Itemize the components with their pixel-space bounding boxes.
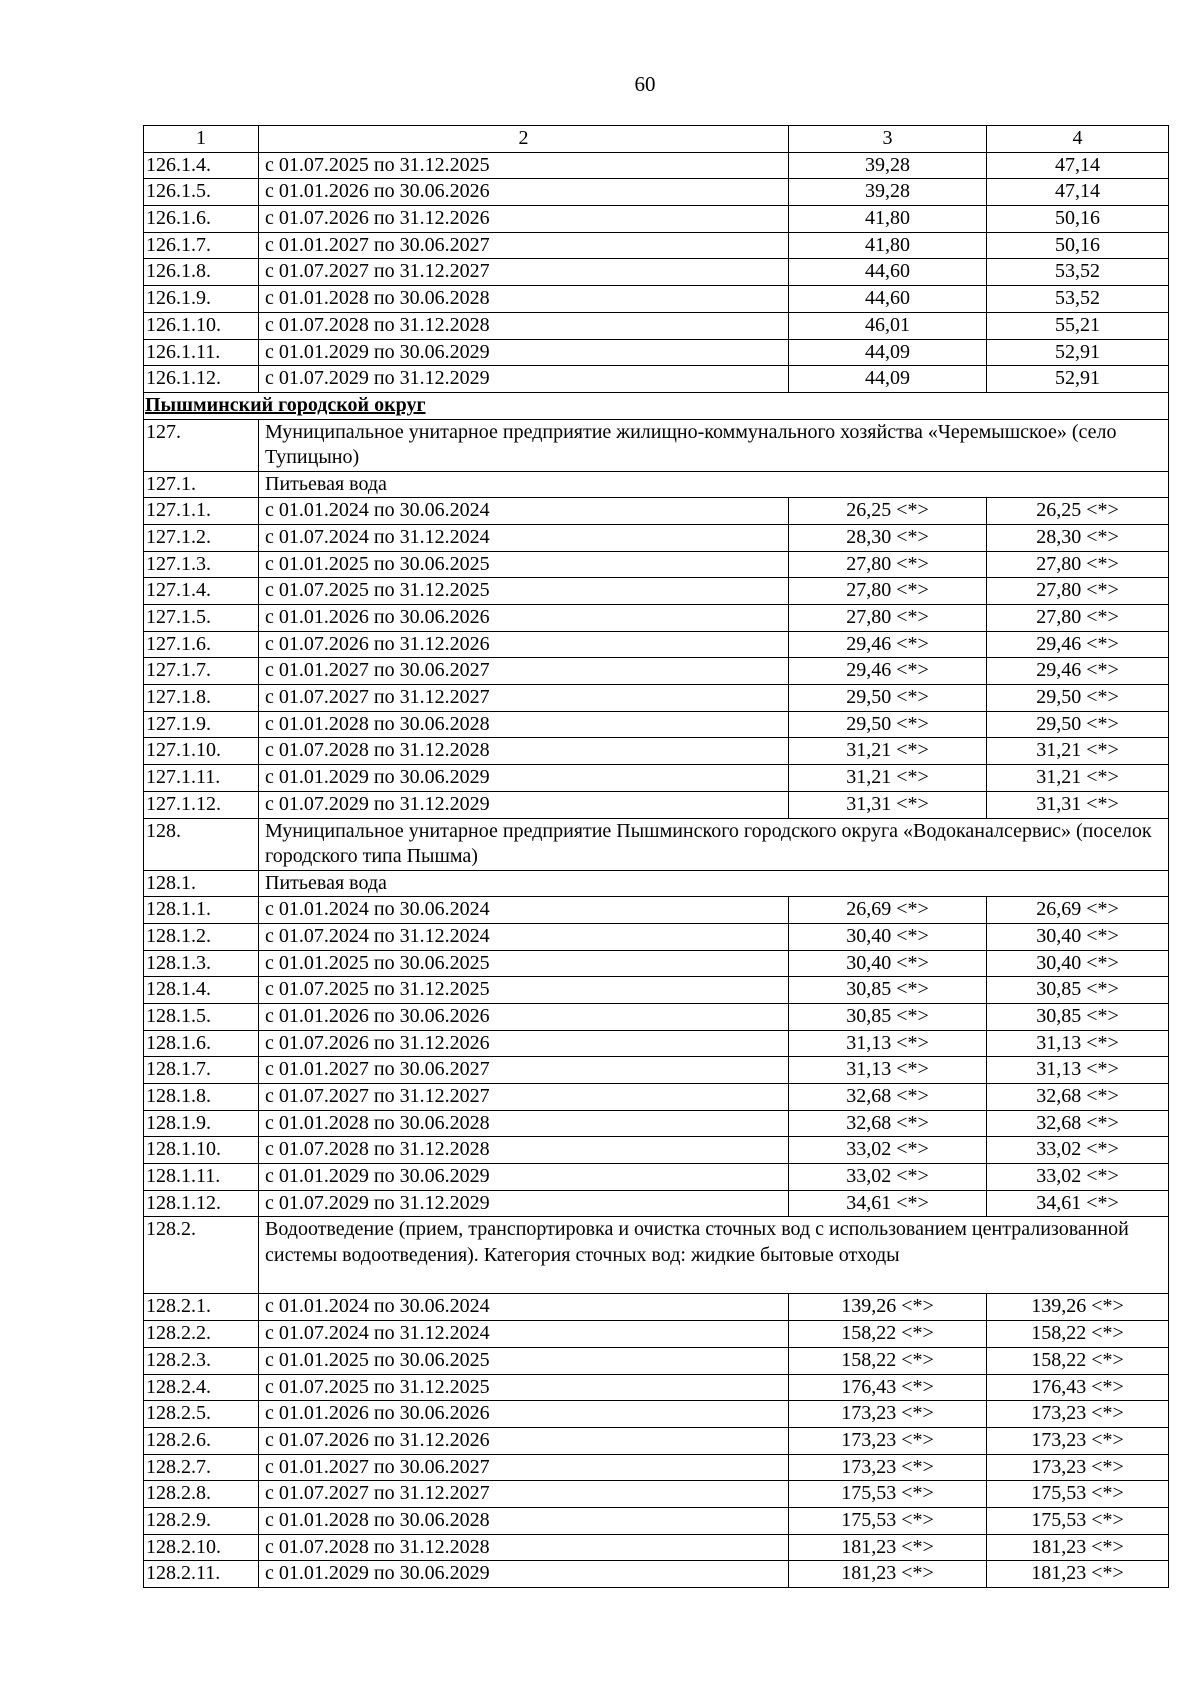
rows-128-2 xyxy=(144,1294,1169,1588)
row-value-col3: 34,61 <*> xyxy=(789,1190,987,1217)
row-value-col3: 175,53 <*> xyxy=(789,1481,987,1508)
row-code: 126.1.6. xyxy=(144,206,259,233)
row-period: с 01.07.2025 по 31.12.2025 xyxy=(259,578,789,605)
row-value-col4: 27,80 <*> xyxy=(987,605,1169,632)
service-row xyxy=(144,870,1169,897)
row-code: 127.1.9. xyxy=(144,711,259,738)
row-period: с 01.07.2027 по 31.12.2027 xyxy=(259,1084,789,1111)
row-value-col3: 173,23 <*> xyxy=(789,1401,987,1428)
row-period: с 01.07.2026 по 31.12.2026 xyxy=(259,631,789,658)
row-period: с 01.07.2025 по 31.12.2025 xyxy=(259,977,789,1004)
row-code: 126.1.4. xyxy=(144,152,259,179)
row-period: с 01.01.2029 по 30.06.2029 xyxy=(259,765,789,792)
row-code: 128.1.4. xyxy=(144,977,259,1004)
row-code: 128.2.11. xyxy=(144,1561,259,1588)
row-period: с 01.01.2029 по 30.06.2029 xyxy=(259,339,789,366)
service-name: Водоотведение (прием, транспортировка и очистка сточных вод с использованием централизованной системы водоотведения). Категория сточных вод: жидкие бытовые отходы xyxy=(259,1217,1169,1294)
table-row xyxy=(144,1427,1169,1454)
row-code: 127.1.12. xyxy=(144,791,259,818)
row-period: с 01.01.2027 по 30.06.2027 xyxy=(259,658,789,685)
row-code: 127.1.2. xyxy=(144,524,259,551)
header-cell: 1 xyxy=(144,126,259,153)
header-cell: 2 xyxy=(259,126,789,153)
row-code: 126.1.11. xyxy=(144,339,259,366)
row-period: с 01.01.2028 по 30.06.2028 xyxy=(259,711,789,738)
row-value-col4: 139,26 <*> xyxy=(987,1294,1169,1321)
row-value-col3: 27,80 <*> xyxy=(789,605,987,632)
row-code: 128.2.1. xyxy=(144,1294,259,1321)
row-value-col4: 32,68 <*> xyxy=(987,1110,1169,1137)
row-value-col3: 44,09 xyxy=(789,366,987,393)
row-value-col3: 41,80 xyxy=(789,206,987,233)
row-period: с 01.01.2025 по 30.06.2025 xyxy=(259,1347,789,1374)
table-row xyxy=(144,765,1169,792)
row-value-col3: 46,01 xyxy=(789,312,987,339)
row-code: 128.1.3. xyxy=(144,950,259,977)
row-period: с 01.01.2026 по 30.06.2026 xyxy=(259,179,789,206)
table-row xyxy=(144,152,1169,179)
table-row xyxy=(144,551,1169,578)
row-code: 127.1.10. xyxy=(144,738,259,765)
table-row xyxy=(144,923,1169,950)
row-value-col4: 27,80 <*> xyxy=(987,551,1169,578)
row-code: 127.1.8. xyxy=(144,685,259,712)
table-row xyxy=(144,1561,1169,1588)
table-row xyxy=(144,206,1169,233)
row-period: с 01.01.2024 по 30.06.2024 xyxy=(259,1294,789,1321)
district-title: Пышминский городской округ xyxy=(144,392,1169,419)
row-value-col4: 31,31 <*> xyxy=(987,791,1169,818)
row-value-col4: 26,69 <*> xyxy=(987,897,1169,924)
row-code: 128.2.5. xyxy=(144,1401,259,1428)
row-value-col4: 30,40 <*> xyxy=(987,923,1169,950)
row-code: 128.1.11. xyxy=(144,1164,259,1191)
rows-127-1 xyxy=(144,498,1169,818)
table-row xyxy=(144,685,1169,712)
table-row xyxy=(144,711,1169,738)
table-row xyxy=(144,1374,1169,1401)
row-period: с 01.01.2028 по 30.06.2028 xyxy=(259,286,789,313)
row-period: с 01.01.2027 по 30.06.2027 xyxy=(259,1057,789,1084)
table-row xyxy=(144,498,1169,525)
row-value-col3: 30,40 <*> xyxy=(789,950,987,977)
row-value-col4: 181,23 <*> xyxy=(987,1561,1169,1588)
table-row xyxy=(144,658,1169,685)
row-period: с 01.07.2028 по 31.12.2028 xyxy=(259,1137,789,1164)
row-value-col3: 175,53 <*> xyxy=(789,1507,987,1534)
service-code: 128.2. xyxy=(144,1217,259,1294)
header-cell: 4 xyxy=(987,126,1169,153)
row-period: с 01.07.2029 по 31.12.2029 xyxy=(259,366,789,393)
table-row xyxy=(144,1294,1169,1321)
row-period: с 01.07.2025 по 31.12.2025 xyxy=(259,152,789,179)
row-value-col4: 47,14 xyxy=(987,179,1169,206)
row-period: с 01.01.2027 по 30.06.2027 xyxy=(259,1454,789,1481)
row-period: с 01.01.2026 по 30.06.2026 xyxy=(259,1003,789,1030)
row-code: 128.1.9. xyxy=(144,1110,259,1137)
row-period: с 01.07.2026 по 31.12.2026 xyxy=(259,1030,789,1057)
row-code: 128.2.6. xyxy=(144,1427,259,1454)
table-row xyxy=(144,791,1169,818)
table-row xyxy=(144,1401,1169,1428)
row-value-col4: 26,25 <*> xyxy=(987,498,1169,525)
row-value-col4: 29,50 <*> xyxy=(987,685,1169,712)
row-code: 126.1.7. xyxy=(144,232,259,259)
row-code: 128.2.7. xyxy=(144,1454,259,1481)
row-code: 128.2.10. xyxy=(144,1534,259,1561)
row-value-col3: 31,21 <*> xyxy=(789,765,987,792)
table-row xyxy=(144,1481,1169,1508)
row-code: 128.2.9. xyxy=(144,1507,259,1534)
rows-128-1 xyxy=(144,897,1169,1217)
row-value-col4: 53,52 xyxy=(987,259,1169,286)
row-value-col3: 31,13 <*> xyxy=(789,1057,987,1084)
row-value-col3: 29,50 <*> xyxy=(789,685,987,712)
row-code: 126.1.5. xyxy=(144,179,259,206)
row-code: 128.2.3. xyxy=(144,1347,259,1374)
service-code: 127.1. xyxy=(144,471,259,498)
row-period: с 01.01.2029 по 30.06.2029 xyxy=(259,1561,789,1588)
row-value-col4: 47,14 xyxy=(987,152,1169,179)
table-row xyxy=(144,286,1169,313)
row-value-col3: 31,31 <*> xyxy=(789,791,987,818)
row-value-col3: 44,60 xyxy=(789,286,987,313)
row-value-col3: 181,23 <*> xyxy=(789,1534,987,1561)
row-code: 126.1.8. xyxy=(144,259,259,286)
row-value-col3: 44,60 xyxy=(789,259,987,286)
row-code: 126.1.9. xyxy=(144,286,259,313)
row-value-col4: 173,23 <*> xyxy=(987,1427,1169,1454)
org-row xyxy=(144,419,1169,471)
row-value-col3: 28,30 <*> xyxy=(789,524,987,551)
service-row xyxy=(144,471,1169,498)
row-value-col3: 39,28 xyxy=(789,152,987,179)
table-row xyxy=(144,339,1169,366)
org-code: 127. xyxy=(144,419,259,471)
row-value-col3: 181,23 <*> xyxy=(789,1561,987,1588)
row-value-col3: 176,43 <*> xyxy=(789,1374,987,1401)
row-code: 127.1.3. xyxy=(144,551,259,578)
row-period: с 01.07.2025 по 31.12.2025 xyxy=(259,1374,789,1401)
row-period: с 01.01.2025 по 30.06.2025 xyxy=(259,950,789,977)
table-row xyxy=(144,1164,1169,1191)
table-row xyxy=(144,524,1169,551)
row-value-col4: 30,40 <*> xyxy=(987,950,1169,977)
row-value-col3: 32,68 <*> xyxy=(789,1110,987,1137)
row-code: 128.2.2. xyxy=(144,1321,259,1348)
tariff-table xyxy=(143,125,1169,1588)
table-row xyxy=(144,1137,1169,1164)
row-code: 128.2.8. xyxy=(144,1481,259,1508)
row-code: 128.1.12. xyxy=(144,1190,259,1217)
row-code: 127.1.11. xyxy=(144,765,259,792)
org-name: Муниципальное унитарное предприятие Пышминского городского округа «Водоканалсервис» (поселок городского типа Пышма) xyxy=(259,818,1169,870)
table-row xyxy=(144,977,1169,1004)
row-value-col4: 158,22 <*> xyxy=(987,1347,1169,1374)
table-row xyxy=(144,259,1169,286)
table-row xyxy=(144,1347,1169,1374)
service-name: Питьевая вода xyxy=(259,471,1169,498)
row-value-col4: 29,50 <*> xyxy=(987,711,1169,738)
row-value-col3: 29,50 <*> xyxy=(789,711,987,738)
row-code: 127.1.5. xyxy=(144,605,259,632)
row-period: с 01.01.2025 по 30.06.2025 xyxy=(259,551,789,578)
row-value-col3: 173,23 <*> xyxy=(789,1454,987,1481)
header-row xyxy=(144,126,1169,153)
row-value-col3: 39,28 xyxy=(789,179,987,206)
row-period: с 01.07.2026 по 31.12.2026 xyxy=(259,1427,789,1454)
table-row xyxy=(144,1084,1169,1111)
row-value-col4: 158,22 <*> xyxy=(987,1321,1169,1348)
row-period: с 01.07.2027 по 31.12.2027 xyxy=(259,1481,789,1508)
row-value-col3: 158,22 <*> xyxy=(789,1321,987,1348)
page-number: 60 xyxy=(634,72,656,96)
table-row xyxy=(144,578,1169,605)
row-value-col4: 175,53 <*> xyxy=(987,1507,1169,1534)
row-value-col4: 173,23 <*> xyxy=(987,1401,1169,1428)
table-row xyxy=(144,897,1169,924)
row-value-col4: 28,30 <*> xyxy=(987,524,1169,551)
row-value-col3: 31,13 <*> xyxy=(789,1030,987,1057)
row-code: 127.1.1. xyxy=(144,498,259,525)
row-code: 126.1.10. xyxy=(144,312,259,339)
table-row xyxy=(144,738,1169,765)
row-value-col3: 29,46 <*> xyxy=(789,658,987,685)
service-code: 128.1. xyxy=(144,870,259,897)
org-row xyxy=(144,818,1169,870)
row-period: с 01.01.2028 по 30.06.2028 xyxy=(259,1507,789,1534)
row-value-col4: 31,13 <*> xyxy=(987,1030,1169,1057)
row-value-col4: 173,23 <*> xyxy=(987,1454,1169,1481)
row-value-col4: 31,13 <*> xyxy=(987,1057,1169,1084)
row-value-col4: 27,80 <*> xyxy=(987,578,1169,605)
row-value-col3: 29,46 <*> xyxy=(789,631,987,658)
row-value-col4: 52,91 xyxy=(987,339,1169,366)
row-period: с 01.07.2024 по 31.12.2024 xyxy=(259,923,789,950)
row-value-col4: 30,85 <*> xyxy=(987,977,1169,1004)
service-row xyxy=(144,1217,1169,1294)
table-row xyxy=(144,1030,1169,1057)
row-code: 128.1.5. xyxy=(144,1003,259,1030)
rows-126 xyxy=(144,152,1169,392)
row-value-col3: 26,69 <*> xyxy=(789,897,987,924)
row-period: с 01.01.2024 по 30.06.2024 xyxy=(259,897,789,924)
row-value-col3: 30,40 <*> xyxy=(789,923,987,950)
row-value-col4: 29,46 <*> xyxy=(987,658,1169,685)
table-row xyxy=(144,1507,1169,1534)
row-code: 128.2.4. xyxy=(144,1374,259,1401)
row-code: 128.1.1. xyxy=(144,897,259,924)
row-period: с 01.07.2028 по 31.12.2028 xyxy=(259,1534,789,1561)
table-row xyxy=(144,950,1169,977)
row-period: с 01.07.2028 по 31.12.2028 xyxy=(259,312,789,339)
row-value-col3: 173,23 <*> xyxy=(789,1427,987,1454)
table-row xyxy=(144,312,1169,339)
row-value-col3: 31,21 <*> xyxy=(789,738,987,765)
row-value-col4: 181,23 <*> xyxy=(987,1534,1169,1561)
row-value-col3: 30,85 <*> xyxy=(789,977,987,1004)
org-code: 128. xyxy=(144,818,259,870)
row-code: 127.1.7. xyxy=(144,658,259,685)
row-value-col3: 30,85 <*> xyxy=(789,1003,987,1030)
row-period: с 01.01.2024 по 30.06.2024 xyxy=(259,498,789,525)
row-value-col3: 33,02 <*> xyxy=(789,1137,987,1164)
table-row xyxy=(144,1454,1169,1481)
row-value-col3: 44,09 xyxy=(789,339,987,366)
row-value-col4: 33,02 <*> xyxy=(987,1164,1169,1191)
table-row xyxy=(144,179,1169,206)
row-period: с 01.07.2027 по 31.12.2027 xyxy=(259,259,789,286)
row-period: с 01.01.2029 по 30.06.2029 xyxy=(259,1164,789,1191)
row-value-col4: 29,46 <*> xyxy=(987,631,1169,658)
row-value-col3: 158,22 <*> xyxy=(789,1347,987,1374)
row-value-col3: 41,80 xyxy=(789,232,987,259)
row-value-col4: 33,02 <*> xyxy=(987,1137,1169,1164)
table-row xyxy=(144,605,1169,632)
row-value-col4: 32,68 <*> xyxy=(987,1084,1169,1111)
row-value-col4: 50,16 xyxy=(987,206,1169,233)
row-value-col3: 32,68 <*> xyxy=(789,1084,987,1111)
row-period: с 01.07.2029 по 31.12.2029 xyxy=(259,1190,789,1217)
row-period: с 01.07.2027 по 31.12.2027 xyxy=(259,685,789,712)
row-code: 128.1.10. xyxy=(144,1137,259,1164)
table-row xyxy=(144,366,1169,393)
row-value-col4: 176,43 <*> xyxy=(987,1374,1169,1401)
row-value-col3: 33,02 <*> xyxy=(789,1164,987,1191)
row-period: с 01.01.2028 по 30.06.2028 xyxy=(259,1110,789,1137)
row-period: с 01.01.2026 по 30.06.2026 xyxy=(259,605,789,632)
row-value-col4: 50,16 xyxy=(987,232,1169,259)
row-value-col3: 27,80 <*> xyxy=(789,551,987,578)
table-row xyxy=(144,1190,1169,1217)
table-row xyxy=(144,1110,1169,1137)
row-period: с 01.07.2024 по 31.12.2024 xyxy=(259,524,789,551)
row-value-col3: 27,80 <*> xyxy=(789,578,987,605)
row-period: с 01.07.2028 по 31.12.2028 xyxy=(259,738,789,765)
row-code: 127.1.4. xyxy=(144,578,259,605)
row-code: 126.1.12. xyxy=(144,366,259,393)
header-cell: 3 xyxy=(789,126,987,153)
row-value-col4: 31,21 <*> xyxy=(987,765,1169,792)
row-period: с 01.07.2026 по 31.12.2026 xyxy=(259,206,789,233)
org-name: Муниципальное унитарное предприятие жилищно-коммунального хозяйства «Черемышское» (село Тупицыно) xyxy=(259,419,1169,471)
row-period: с 01.07.2024 по 31.12.2024 xyxy=(259,1321,789,1348)
row-period: с 01.07.2029 по 31.12.2029 xyxy=(259,791,789,818)
row-value-col4: 52,91 xyxy=(987,366,1169,393)
row-code: 128.1.6. xyxy=(144,1030,259,1057)
row-value-col4: 34,61 <*> xyxy=(987,1190,1169,1217)
district-row xyxy=(144,392,1169,419)
row-period: с 01.01.2027 по 30.06.2027 xyxy=(259,232,789,259)
row-code: 128.1.8. xyxy=(144,1084,259,1111)
service-name: Питьевая вода xyxy=(259,870,1169,897)
table-row xyxy=(144,1003,1169,1030)
row-period: с 01.01.2026 по 30.06.2026 xyxy=(259,1401,789,1428)
row-value-col4: 55,21 xyxy=(987,312,1169,339)
row-code: 127.1.6. xyxy=(144,631,259,658)
row-value-col4: 53,52 xyxy=(987,286,1169,313)
row-value-col3: 139,26 <*> xyxy=(789,1294,987,1321)
row-value-col4: 175,53 <*> xyxy=(987,1481,1169,1508)
table-row xyxy=(144,1321,1169,1348)
row-value-col4: 30,85 <*> xyxy=(987,1003,1169,1030)
table-row xyxy=(144,1057,1169,1084)
table-row xyxy=(144,1534,1169,1561)
row-value-col3: 26,25 <*> xyxy=(789,498,987,525)
table-row xyxy=(144,232,1169,259)
row-code: 128.1.7. xyxy=(144,1057,259,1084)
row-code: 128.1.2. xyxy=(144,923,259,950)
table-row xyxy=(144,631,1169,658)
row-value-col4: 31,21 <*> xyxy=(987,738,1169,765)
